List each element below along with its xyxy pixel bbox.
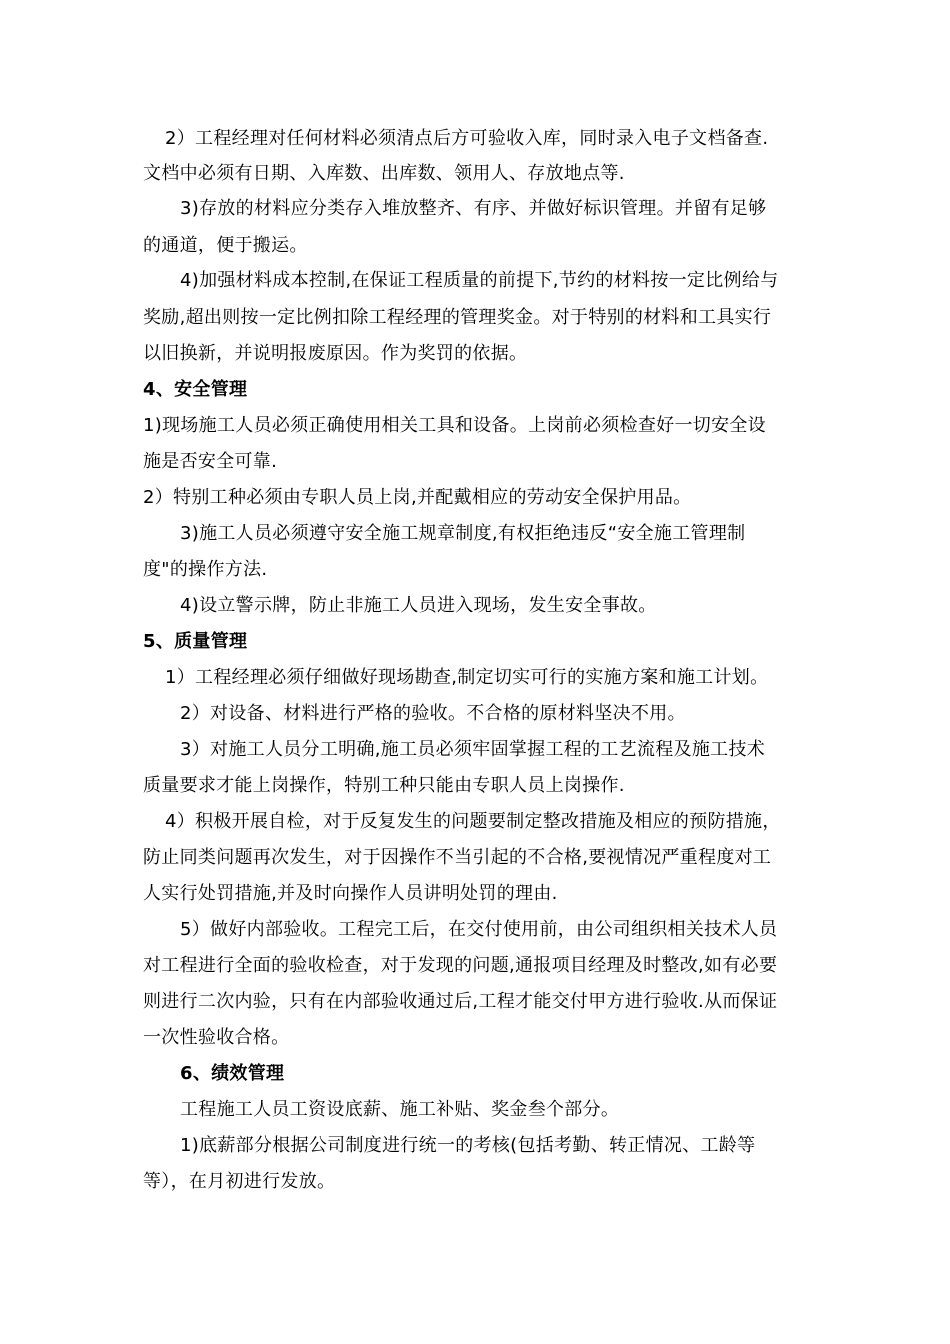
line-material-3a: 3)存放的材料应分类存入堆放整齐、有序、并做好标识管理。并留有足够 — [180, 198, 767, 219]
line-performance-1b: 等），在月初进行发放。 — [143, 1171, 336, 1192]
line-safety-3b: 度"的操作方法. — [143, 559, 268, 580]
line-performance-intro: 工程施工人员工资设底薪、施工补贴、奖金叁个部分。 — [180, 1099, 620, 1120]
line-quality-4a: 4）积极开展自检，对于反复发生的问题要制定整改措施及相应的预防措施， — [165, 811, 781, 832]
line-material-4a: 4)加强材料成本控制,在保证工程质量的前提下,节约的材料按一定比例给与 — [180, 270, 779, 291]
line-safety-1a: 1)现场施工人员必须正确使用相关工具和设备。上岗前必须检查好一切安全设 — [143, 415, 766, 436]
section-heading-quality: 5、质量管理 — [143, 631, 248, 652]
line-quality-2: 2）对设备、材料进行严格的验收。不合格的原材料坚决不用。 — [180, 703, 686, 724]
section-heading-performance: 6、绩效管理 — [180, 1063, 285, 1084]
line-quality-3b: 质量要求才能上岗操作，特别工种只能由专职人员上岗操作. — [143, 775, 625, 796]
line-material-4c: 以旧换新，并说明报废原因。作为奖罚的依据。 — [143, 343, 528, 364]
line-quality-5c: 则进行二次内验，只有在内部验收通过后,工程才能交付甲方进行验收.从而保证 — [143, 991, 778, 1012]
line-safety-4: 4)设立警示牌，防止非施工人员进入现场，发生安全事故。 — [180, 595, 657, 616]
line-performance-1a: 1)底薪部分根据公司制度进行统一的考核(包括考勤、转正情况、工龄等 — [180, 1135, 756, 1156]
line-safety-1b: 施是否安全可靠. — [143, 451, 278, 472]
line-material-2b: 文档中必须有日期、入库数、出库数、领用人、存放地点等. — [143, 163, 625, 184]
section-heading-safety: 4、安全管理 — [143, 379, 248, 400]
line-quality-3a: 3）对施工人员分工明确,施工员必须牢固掌握工程的工艺流程及施工技术 — [180, 739, 766, 760]
line-quality-1: 1）工程经理必须仔细做好现场勘查,制定切实可行的实施方案和施工计划。 — [165, 667, 769, 688]
line-material-2a: 2）工程经理对任何材料必须清点后方可验收入库，同时录入电子文档备查. — [165, 128, 769, 149]
line-material-4b: 奖励,超出则按一定比例扣除工程经理的管理奖金。对于特别的材料和工具实行 — [143, 307, 772, 328]
line-quality-5a: 5）做好内部验收。工程完工后，在交付使用前，由公司组织相关技术人员 — [180, 919, 778, 940]
line-safety-3a: 3)施工人员必须遵守安全施工规章制度,有权拒绝违反“安全施工管理制 — [180, 523, 746, 544]
line-safety-2: 2）特别工种必须由专职人员上岗,并配戴相应的劳动安全保护用品。 — [143, 487, 692, 508]
line-quality-5b: 对工程进行全面的验收检查，对于发现的问题,通报项目经理及时整改,如有必要 — [143, 955, 778, 976]
line-quality-4b: 防止同类问题再次发生，对于因操作不当引起的不合格,要视情况严重程度对工 — [143, 847, 772, 868]
line-material-3b: 的通道，便于搬运。 — [143, 235, 308, 256]
line-quality-5d: 一次性验收合格。 — [143, 1027, 290, 1048]
line-quality-4c: 人实行处罚措施,并及时向操作人员讲明处罚的理由. — [143, 883, 558, 904]
